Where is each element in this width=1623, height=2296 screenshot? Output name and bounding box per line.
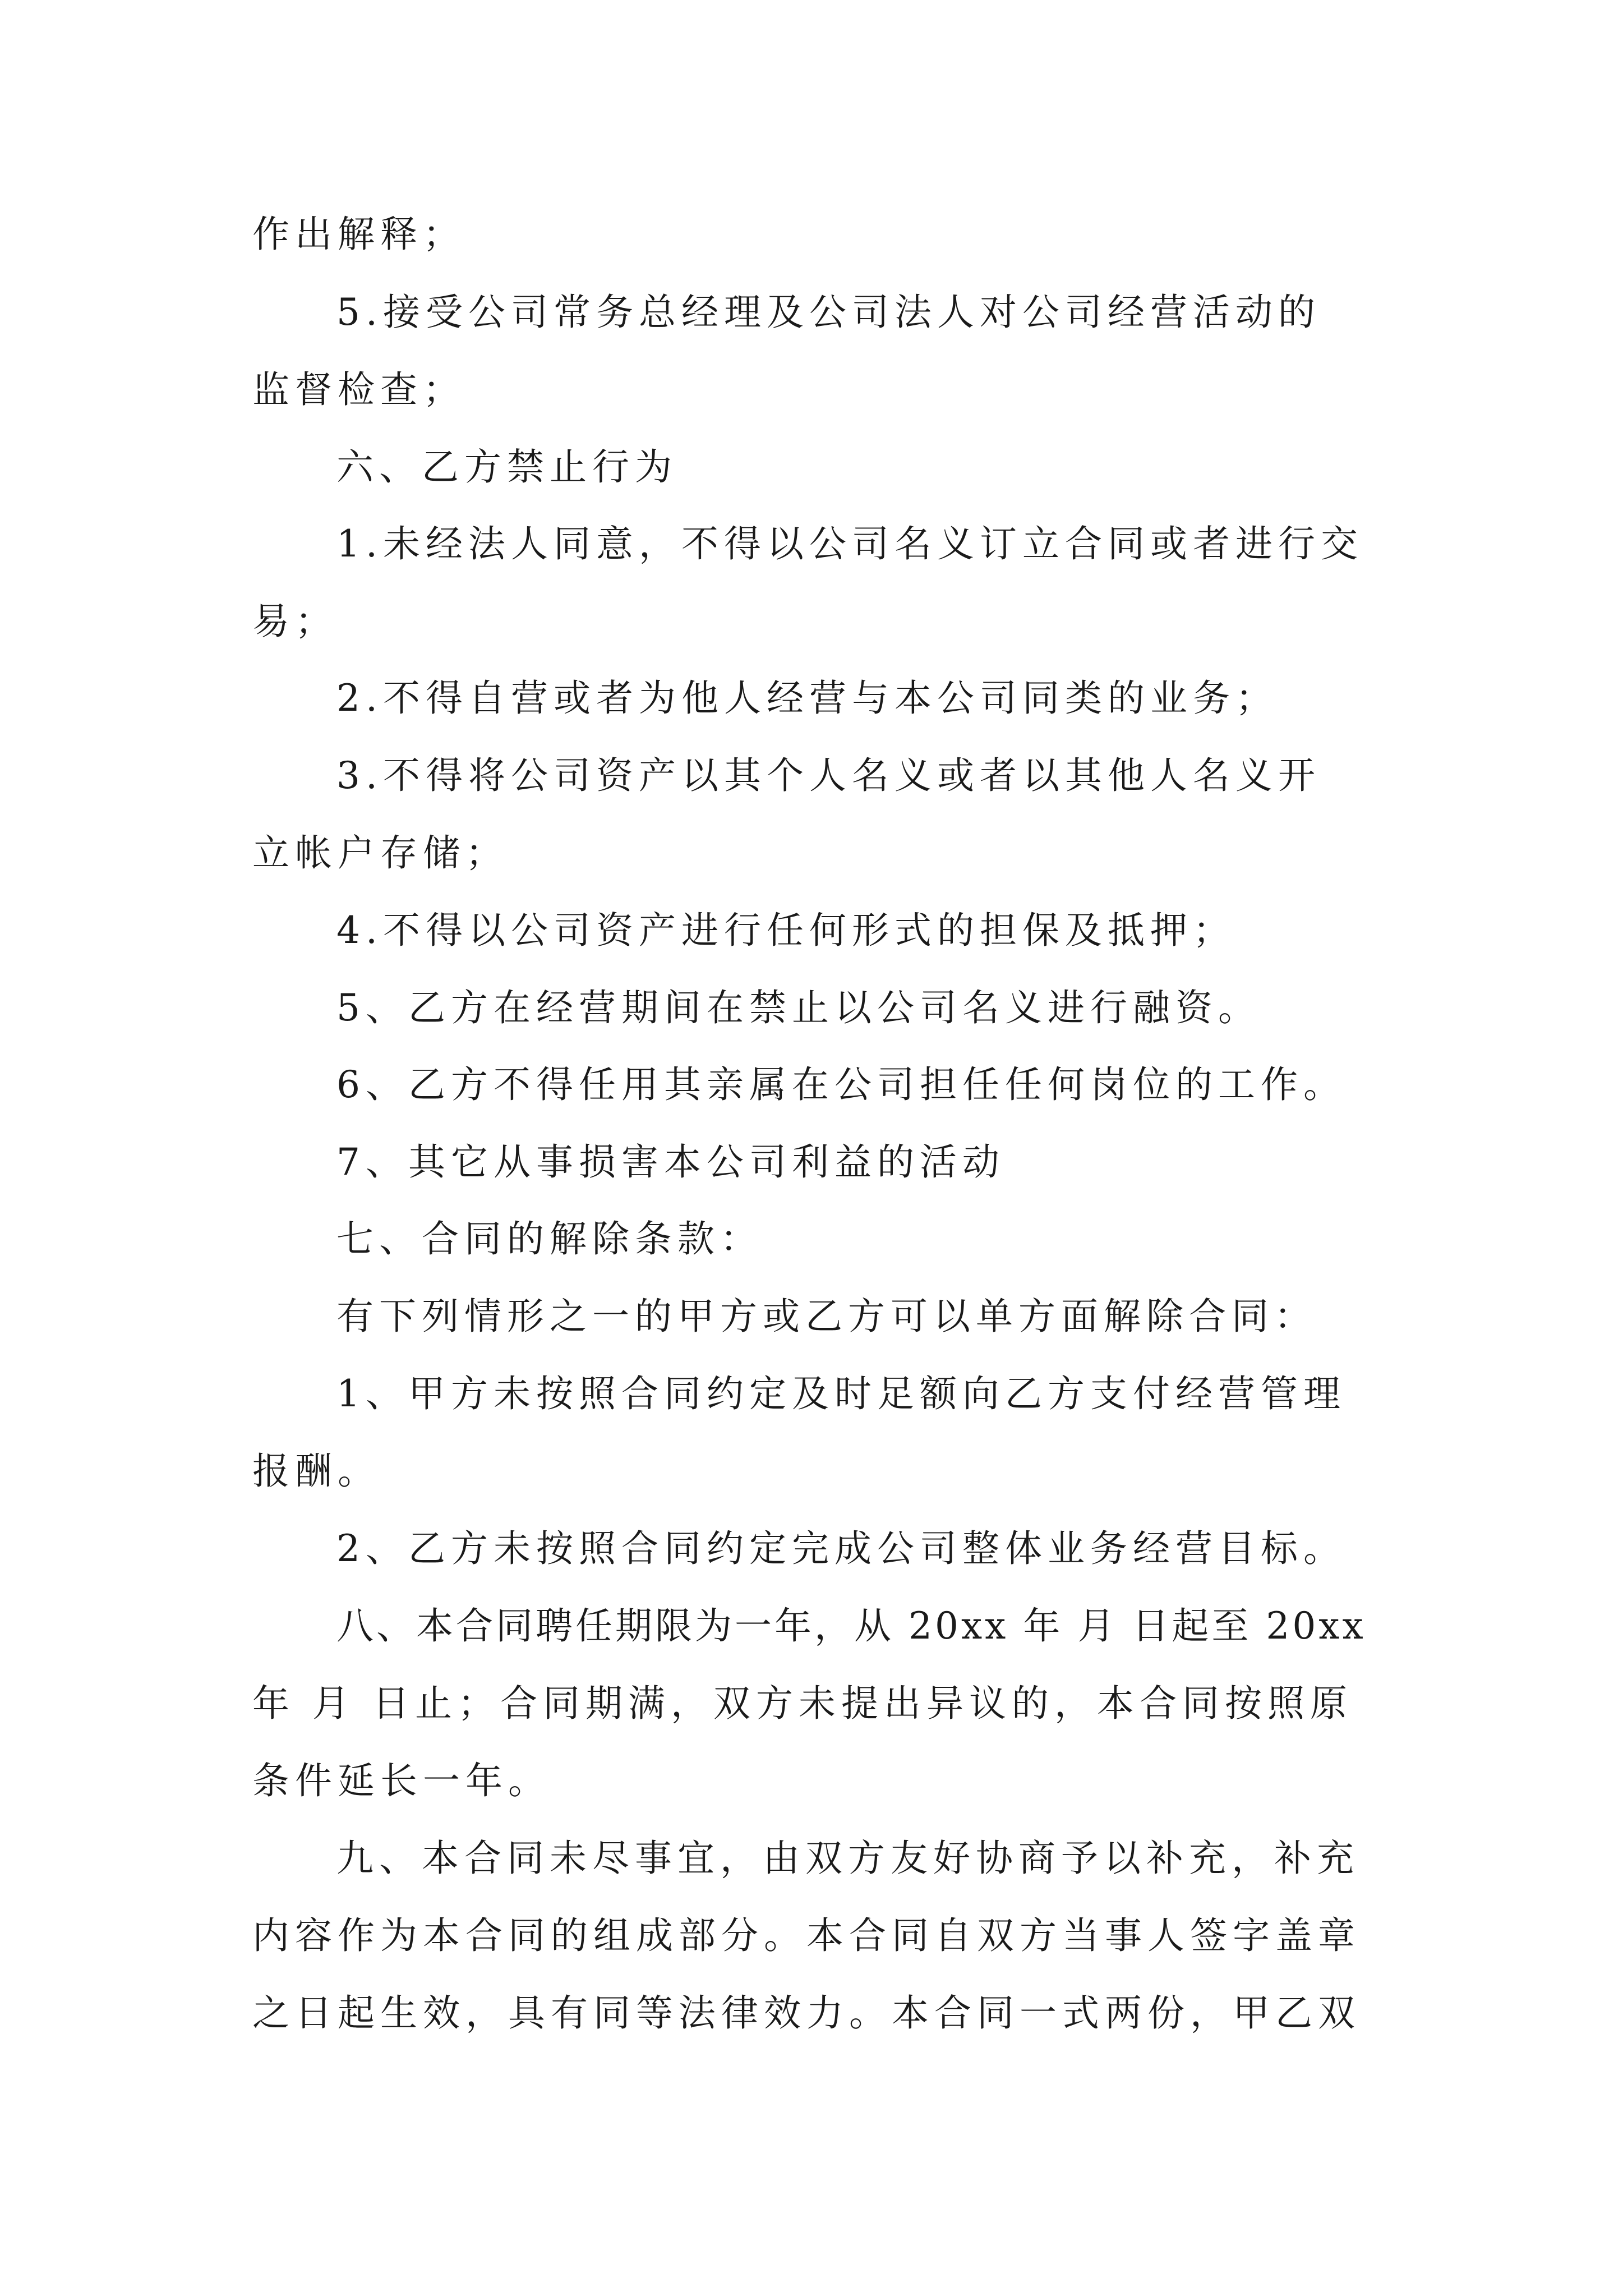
text-line: 5、乙方在经营期间在禁止以公司名义进行融资。 [336,986,1261,1029]
text-line: 有下列情形之一的甲方或乙方可以单方面解除合同： [336,1295,1317,1338]
text-line: 条件延长一年。 [252,1759,551,1802]
text-line: 之日起生效，具有同等法律效力。本合同一式两份，甲乙双 [252,1991,1361,2035]
text-line: 易； [252,600,338,643]
text-line: 3.不得将公司资产以其个人名义或者以其他人名义开 [336,754,1321,797]
text-line: 监督检查； [252,368,465,411]
section-heading: 九、本合同未尽事宜，由双方友好协商予以补充，补充 [336,1837,1359,1880]
text-line: 报酬。 [252,1450,380,1493]
text-line: 5.接受公司常务总经理及公司法人对公司经营活动的 [336,291,1321,334]
text-line: 立帐户存储； [252,831,508,875]
section-heading: 八、本合同聘任期限为一年，从 20xx 年 月 日起至 20xx [336,1604,1366,1648]
text-line: 6、乙方不得任用其亲属在公司担任任何岗位的工作。 [336,1063,1346,1106]
text-line: 内容作为本合同的组成部分。本合同自双方当事人签字盖章 [252,1914,1361,1957]
section-heading: 六、乙方禁止行为 [336,445,677,489]
text-line: 4.不得以公司资产进行任何形式的担保及抵押； [336,909,1235,952]
text-line: 2.不得自营或者为他人经营与本公司同类的业务； [336,677,1278,720]
text-line: 1、甲方未按照合同约定及时足额向乙方支付经营管理 [336,1372,1346,1415]
text-line: 年 月 日止；合同期满，双方未提出异议的，本合同按照原 [252,1682,1353,1725]
section-heading: 七、合同的解除条款： [336,1217,763,1260]
text-line: 2、乙方未按照合同约定完成公司整体业务经营目标。 [336,1527,1346,1570]
text-line: 7、其它从事损害本公司利益的活动 [336,1140,1005,1184]
text-line: 1.未经法人同意，不得以公司名义订立合同或者进行交 [336,522,1363,565]
text-line: 作出解释； [252,213,465,256]
